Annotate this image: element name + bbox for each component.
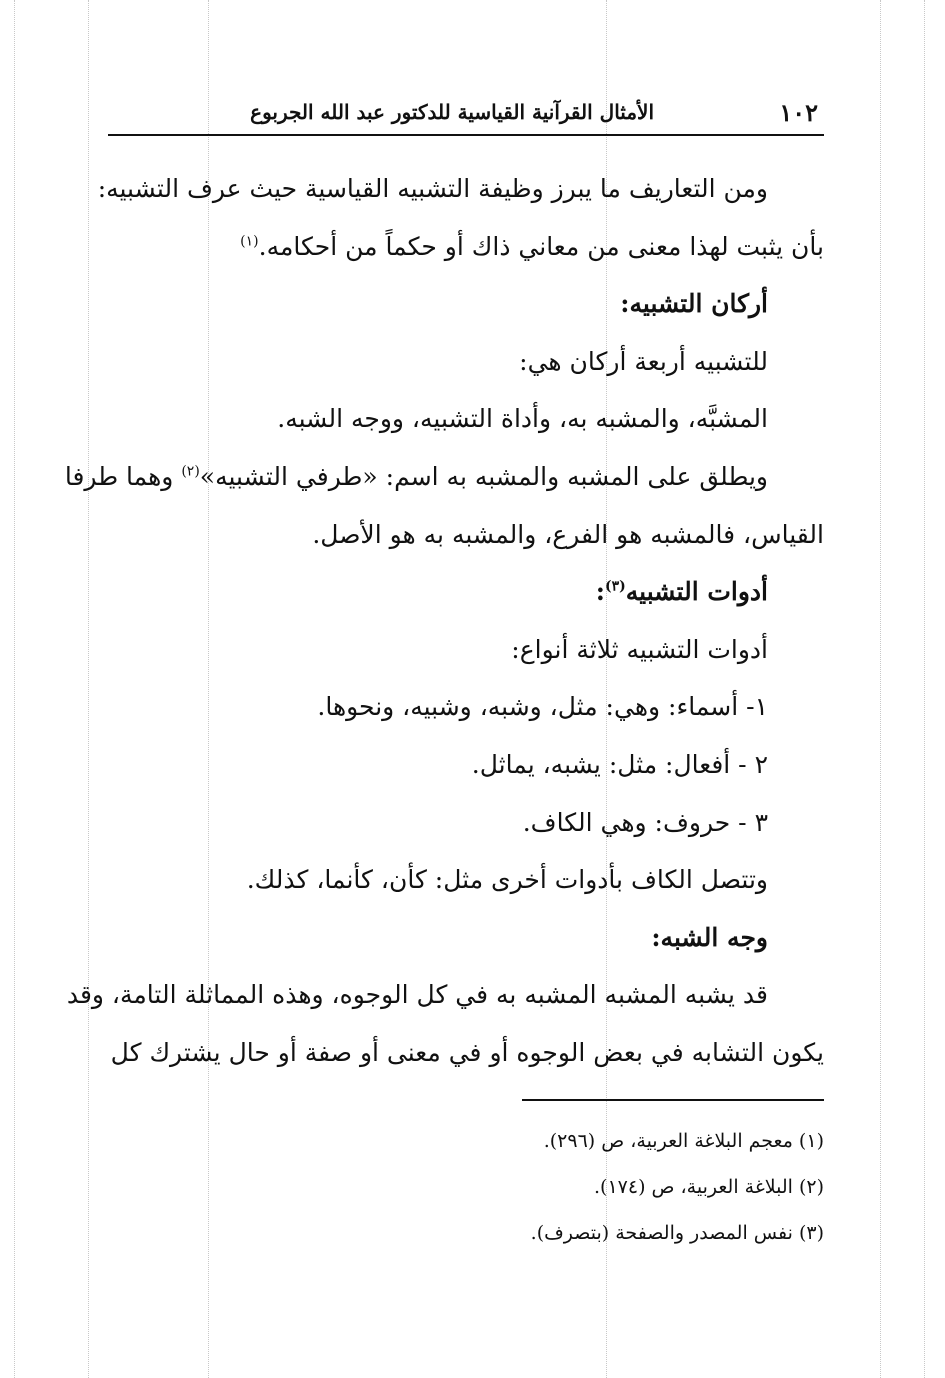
header-rule bbox=[108, 134, 824, 136]
section-heading: وجه الشبه: bbox=[651, 922, 768, 952]
section-heading bbox=[108, 563, 824, 621]
paragraph-line: أدوات التشبيه ثلاثة أنواع: bbox=[511, 634, 768, 664]
list-item: ٣ - حروف: وهي الكاف. bbox=[522, 807, 768, 837]
page-header bbox=[108, 92, 824, 130]
footnote-ref: (٢) bbox=[181, 463, 200, 480]
footnote: (١) معجم البلاغة العربية، ص (٢٩٦). bbox=[543, 1130, 824, 1152]
paragraph-line: يكون التشابه في بعض الوجوه أو في معنى أو صفة أو حال يشترك كل bbox=[110, 1037, 824, 1067]
body-text bbox=[64, 160, 824, 1082]
running-title: الأمثال القرآنية القياسية للدكتور عبد الله الجربوع bbox=[250, 100, 654, 124]
footnote-ref: (١) bbox=[240, 233, 259, 250]
line-text: وهما طرفا bbox=[64, 461, 182, 491]
scan-artifact-line bbox=[880, 0, 881, 1378]
footnote-ref: (٣) bbox=[604, 578, 626, 595]
paragraph-line: القياس، فالمشبه هو الفرع، والمشبه به هو الأصل. bbox=[312, 519, 824, 549]
line-text: ويطلق على المشبه والمشبه به اسم: «طرفي التشبيه» bbox=[199, 461, 768, 491]
paragraph-line: ومن التعاريف ما يبرز وظيفة التشبيه القياسية حيث عرف التشبيه: bbox=[97, 174, 768, 203]
footnote-separator bbox=[522, 1099, 824, 1101]
page-number: ١٠٢ bbox=[779, 98, 818, 127]
scan-artifact-line bbox=[924, 0, 925, 1378]
footnote: (٢) البلاغة العربية، ص (١٧٤). bbox=[594, 1176, 824, 1198]
section-heading: أركان التشبيه: bbox=[620, 289, 768, 319]
scan-artifact-line bbox=[14, 0, 15, 1378]
paragraph-line bbox=[108, 218, 824, 276]
scan-artifact-line bbox=[88, 0, 89, 1378]
line-text: بأن يثبت لهذا معنى من معاني ذاك أو حكماً من أحكامه. bbox=[258, 231, 824, 261]
list-item: ٢ - أفعال: مثل: يشبه، يماثل. bbox=[471, 749, 768, 779]
heading-text: أدوات التشبيه bbox=[625, 577, 768, 607]
paragraph-line: المشبَّه، والمشبه به، وأداة التشبيه، ووجه الشبه. bbox=[277, 404, 768, 434]
footnotes bbox=[108, 1118, 824, 1256]
list-item: ١- أسماء: وهي: مثل، وشبه، وشبيه، ونحوها. bbox=[317, 692, 768, 722]
heading-colon: : bbox=[595, 577, 605, 607]
paragraph-line: وتتصل الكاف بأدوات أخرى مثل: كأن، كأنما، كذلك. bbox=[246, 865, 768, 895]
paragraph-line: قد يشبه المشبه المشبه به في كل الوجوه، وهذه المماثلة التامة، وقد bbox=[66, 980, 768, 1010]
footnote: (٣) نفس المصدر والصفحة (بتصرف). bbox=[530, 1222, 824, 1244]
paragraph-line bbox=[64, 448, 824, 506]
paragraph-line: للتشبيه أربعة أركان هي: bbox=[519, 346, 768, 376]
